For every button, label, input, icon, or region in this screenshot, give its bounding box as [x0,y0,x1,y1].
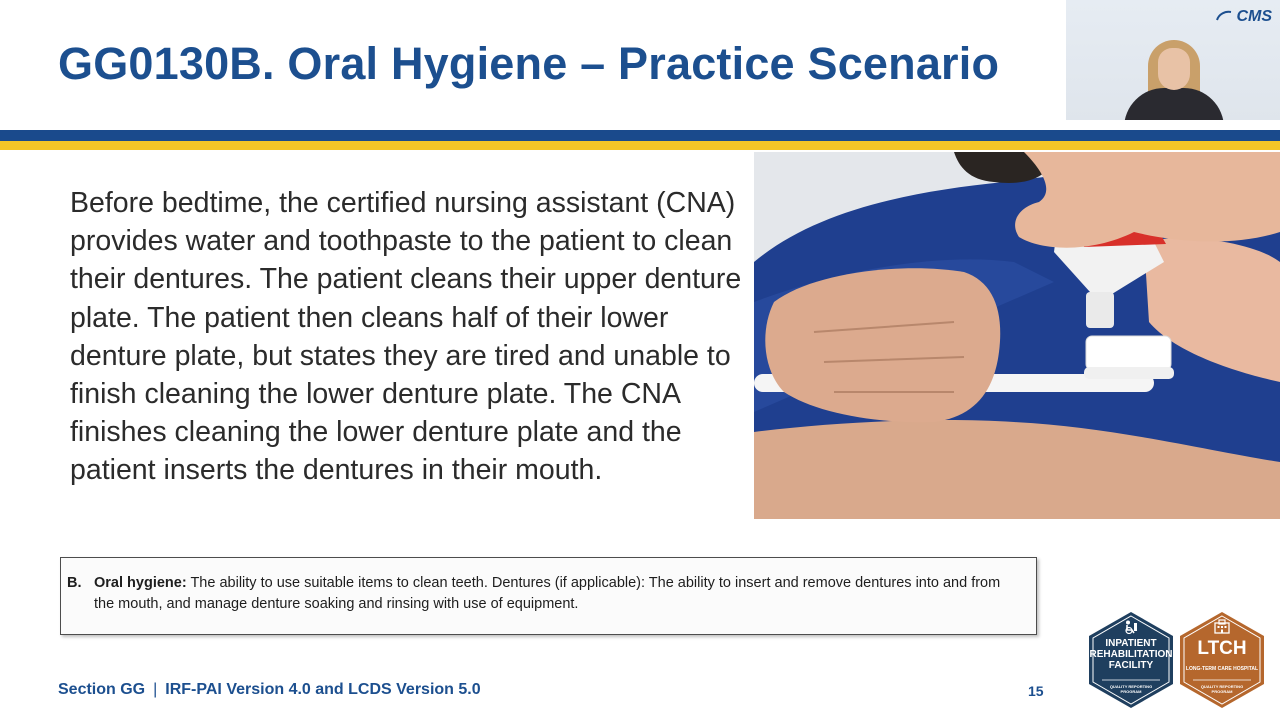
ltch-badge-title: LTCH [1197,638,1247,659]
cms-logo: CMS [1236,8,1272,25]
presenter-body [1124,88,1224,120]
definition-box [60,557,1037,635]
definition-content [94,573,1024,615]
person-wheelchair-icon [1123,620,1139,634]
toothbrush-photo [754,152,1280,519]
scenario-text: Before bedtime, the certified nursing assistant (CNA) provides water and toothpaste to the patient to clean their dentures. The patient cleans their upper denture plate. The patient then cleans half of their lower denture plate, but states they are tired and unable to finish cleaning the lower denture plate. The CNA finishes cleaning the lower denture plate and the patient inserts the dentures in their mouth. [70,187,742,487]
hospital-icon [1214,619,1230,634]
ltch-badge-line: LONG-TERM CARE HOSPITAL [1185,666,1259,672]
irf-line-3: FACILITY [1108,660,1154,671]
page-number: 15 [1028,683,1044,699]
presenter-webcam [1066,0,1280,120]
footer-version: IRF-PAI Version 4.0 and LCDS Version 5.0 [165,681,481,698]
header-stripe-yellow [0,141,1280,150]
irf-badge-title [1086,638,1176,671]
irf-quality-badge [1086,610,1176,710]
slide-title: GG0130B. Oral Hygiene – Practice Scenario [58,38,1000,89]
footer-section: Section GG [58,681,146,698]
slide-footer [58,681,481,699]
header-stripe-blue [0,130,1280,141]
toothbrush-illustration [754,152,1280,519]
irf-line-2: REHABILITATION [1089,649,1173,660]
ltch-badge-sub: QUALITY REPORTING PROGRAM [1200,684,1244,694]
ltch-quality-badge [1177,610,1267,710]
irf-badge-sub: QUALITY REPORTING PROGRAM [1109,684,1153,694]
definition-text: The ability to use suitable items to clean teeth. Dentures (if applicable): The ability to insert and remove dentures into and from the mouth, and manage denture soaking and rinsing with use of equipment. [94,575,1001,612]
definition-letter: B. [67,575,82,591]
footer-separator: | [153,681,158,698]
presenter-face [1158,48,1190,90]
definition-term: Oral hygiene: [94,575,187,591]
cms-swoosh-icon [1216,10,1232,22]
irf-line-1: INPATIENT [1105,638,1157,649]
